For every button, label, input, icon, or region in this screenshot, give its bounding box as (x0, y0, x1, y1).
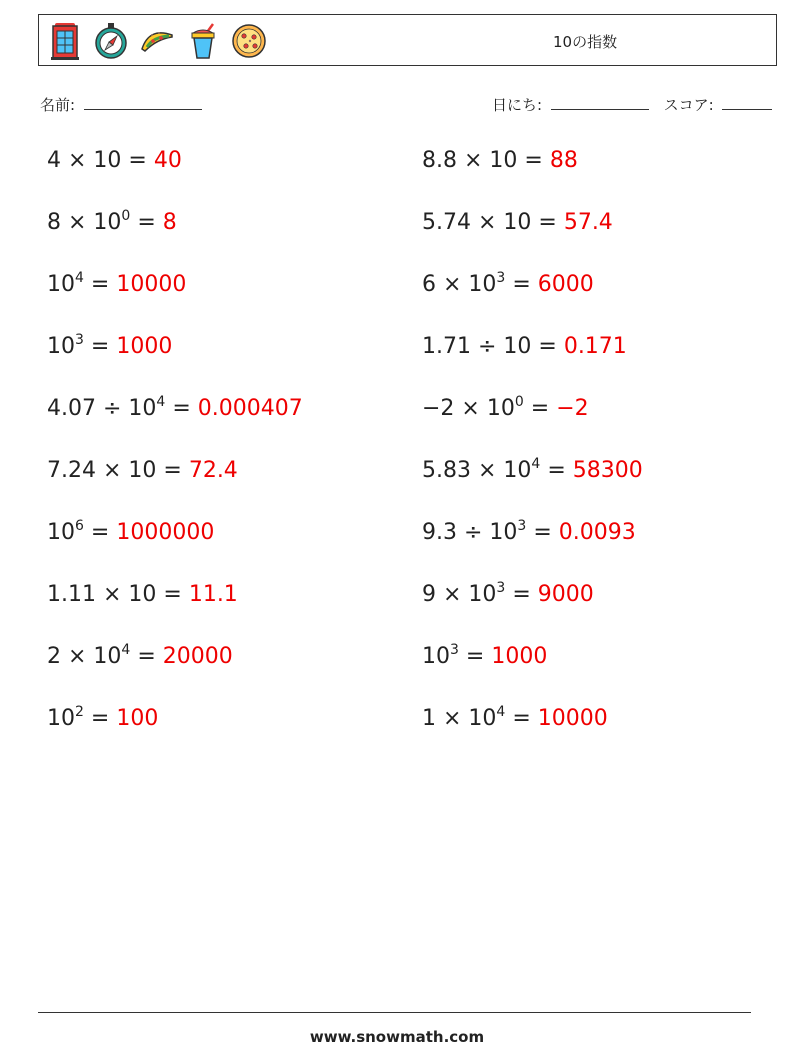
problem-item (47, 331, 173, 359)
problem-question: $5.83 \times 10^4$ = (422, 455, 566, 483)
problem-item (422, 579, 594, 607)
problem-answer: 20000 (155, 644, 233, 669)
footer-divider (38, 1012, 751, 1013)
problem-answer: 58300 (565, 458, 643, 483)
problem-item (47, 393, 303, 421)
taco-icon (139, 21, 175, 61)
problem-item (47, 703, 159, 731)
problem-answer: 9000 (530, 582, 594, 607)
problem-question: $9 \times 10^3$ = (422, 579, 531, 607)
score-label: スコア: (663, 96, 714, 114)
name-blank[interactable] (84, 95, 202, 110)
problem-answer: 1000 (109, 334, 173, 359)
problem-item (422, 393, 589, 421)
problem-item (47, 582, 238, 607)
problem-item (47, 269, 187, 297)
problem-answer: 10000 (530, 706, 608, 731)
problem-answer: 88 (542, 148, 578, 173)
problem-answer: 10000 (109, 272, 187, 297)
problem-item (422, 455, 643, 483)
problem-item (422, 641, 548, 669)
pizza-icon (231, 21, 267, 61)
problem-question: $10^3$ = (422, 641, 485, 669)
problem-question: $10^3$ = (47, 331, 110, 359)
problem-item (47, 207, 177, 235)
drink-cup-icon (185, 21, 221, 61)
problem-question: 7.24 × 10 = (47, 458, 182, 483)
problem-question: 1.11 × 10 = (47, 582, 182, 607)
problem-question: 1.71 ÷ 10 = (422, 334, 557, 359)
score-blank[interactable] (722, 95, 772, 110)
problem-question: 5.74 × 10 = (422, 210, 557, 235)
problem-answer: 1000000 (109, 520, 215, 545)
worksheet-title: 10の指数 (553, 33, 618, 51)
problem-item (422, 703, 608, 731)
name-label: 名前: (40, 96, 76, 114)
icon-strip (47, 21, 267, 61)
problem-question: $6 \times 10^3$ = (422, 269, 531, 297)
date-score-field (492, 94, 772, 115)
header-box (38, 14, 777, 66)
problem-answer: 8 (155, 210, 177, 235)
problem-item (47, 517, 215, 545)
problem-question: 8.8 × 10 = (422, 148, 543, 173)
problem-question: 4 × 10 = (47, 148, 147, 173)
problem-question: $-2 \times 10^0$ = (422, 393, 550, 421)
problem-answer: −2 (549, 396, 589, 421)
problem-item (422, 517, 636, 545)
problem-question: $2 \times 10^4$ = (47, 641, 156, 669)
problem-answer: 100 (109, 706, 159, 731)
problem-answer: 0.171 (556, 334, 627, 359)
problem-answer: 6000 (530, 272, 594, 297)
compass-icon (93, 21, 129, 61)
problem-answer: 1000 (484, 644, 548, 669)
date-label: 日にち: (492, 96, 543, 114)
date-blank[interactable] (551, 95, 649, 110)
problem-answer: 0.0093 (551, 520, 636, 545)
problem-question: $10^2$ = (47, 703, 110, 731)
problem-question: $10^4$ = (47, 269, 110, 297)
footer-url: www.snowmath.com (309, 1028, 485, 1046)
problem-item (422, 148, 578, 173)
problem-item (422, 210, 613, 235)
problem-question: $4.07 \div 10^4$ = (47, 393, 191, 421)
problem-answer: 11.1 (181, 582, 238, 607)
phone-booth-icon (47, 21, 83, 61)
name-field (40, 94, 202, 115)
problem-item (47, 641, 233, 669)
problem-item (422, 269, 594, 297)
problem-item (422, 334, 627, 359)
problem-item (47, 148, 182, 173)
problem-item (47, 458, 238, 483)
problem-answer: 72.4 (181, 458, 238, 483)
problem-question: $9.3 \div 10^3$ = (422, 517, 552, 545)
problem-answer: 57.4 (556, 210, 613, 235)
problem-answer: 0.000407 (190, 396, 303, 421)
problem-question: $1 \times 10^4$ = (422, 703, 531, 731)
problem-answer: 40 (146, 148, 182, 173)
problem-question: $8 \times 10^0$ = (47, 207, 156, 235)
problem-question: $10^6$ = (47, 517, 110, 545)
